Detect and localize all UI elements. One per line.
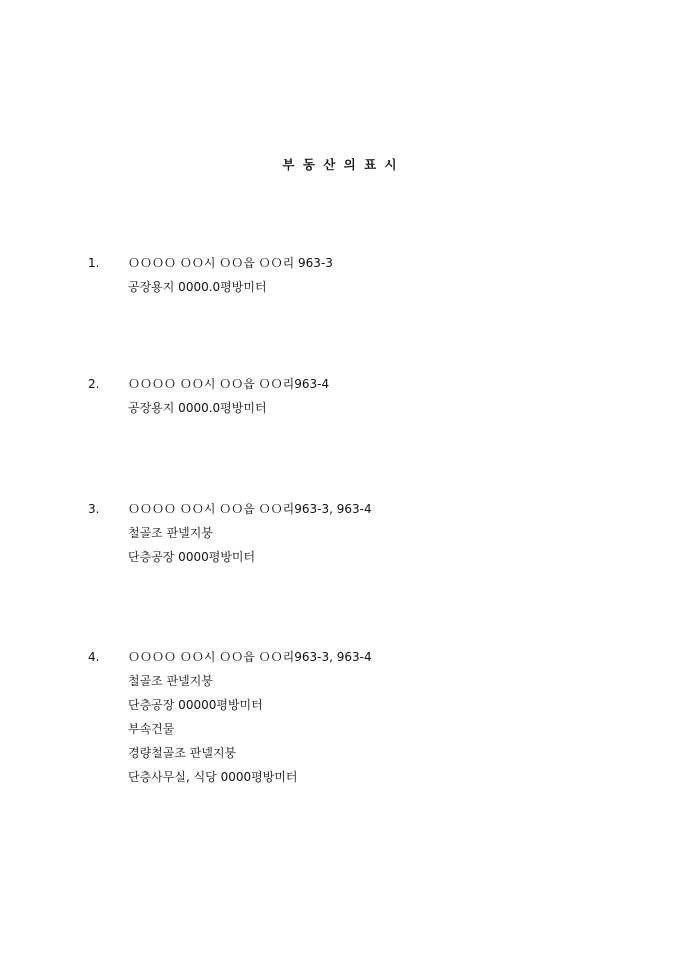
entry-structure: 철골조 판넬지붕: [128, 526, 213, 540]
entry-address: ＯＯＯＯ ＯＯ시 ＯＯ읍 ＯＯ리963-4: [128, 377, 330, 391]
entry-number: 1.: [88, 256, 100, 270]
entry-lines: [128, 251, 628, 299]
document-title: 부 동 산 의 표 시: [282, 157, 398, 172]
entry-address: ＯＯＯＯ ＯＯ시 ＯＯ읍 ＯＯ리 963-3: [128, 256, 333, 270]
entry-number: 3.: [88, 502, 100, 516]
entry-structure: 철골조 판넬지붕: [128, 674, 213, 688]
entry-description: 공장용지 0000.0평방미터: [128, 401, 267, 415]
entry-lines: [128, 372, 628, 420]
entry-description: 단층공장 00000평방미터: [128, 698, 263, 712]
entry-annex-heading: 부속건물: [128, 722, 175, 736]
entry-lines: [128, 497, 628, 569]
entry-lines: [128, 645, 628, 789]
entry-number: 4.: [88, 650, 100, 664]
entry-description: 공장용지 0000.0평방미터: [128, 280, 267, 294]
entry-annex-description: 단층사무실, 식당 0000평방미터: [128, 770, 298, 784]
entry-description: 단층공장 0000평방미터: [128, 550, 256, 564]
entry-number: 2.: [88, 377, 100, 391]
entry-annex-structure: 경량철골조 판넬지붕: [128, 746, 237, 760]
entry-address: ＯＯＯＯ ＯＯ시 ＯＯ읍 ＯＯ리963-3, 963-4: [128, 502, 372, 516]
entry-address: ＯＯＯＯ ＯＯ시 ＯＯ읍 ＯＯ리963-3, 963-4: [128, 650, 372, 664]
